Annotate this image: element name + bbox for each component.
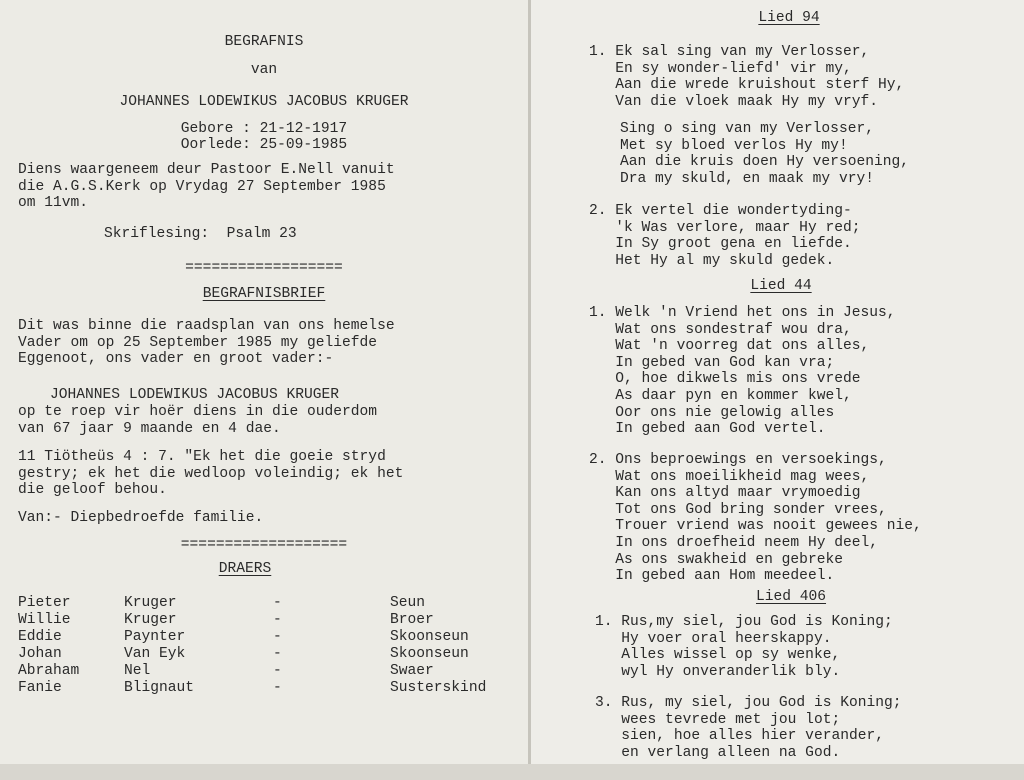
bearer-relation: Broer bbox=[390, 612, 434, 628]
letter-name: JOHANNES LODEWIKUS JACOBUS KRUGER bbox=[50, 387, 340, 403]
hymn-94-title: Lied 94 bbox=[758, 10, 820, 26]
birth-date: Gebore : 21-12-1917 bbox=[180, 121, 348, 137]
bearer-first: Abraham bbox=[18, 663, 80, 679]
bearer-relation: Susterskind bbox=[390, 680, 487, 696]
bearer-dash: - bbox=[273, 663, 282, 679]
bearer-relation: Seun bbox=[390, 595, 426, 611]
letter-body: Dit was binne die raadsplan van ons hemelse Vader om op 25 September 1985 my geliefde Eggenoot, ons vader en groot vader:- bbox=[18, 318, 395, 368]
hymn-44-title: Lied 44 bbox=[750, 278, 812, 294]
bearer-last: Paynter bbox=[124, 629, 186, 645]
bearer-first: Johan bbox=[18, 646, 62, 662]
bearer-first: Willie bbox=[18, 612, 71, 628]
hymn-44-verse-2: 2. Ons beproewings en versoekings, Wat ons moeilikheid mag wees, Kan ons altyd maar vrymoedig Tot ons God bring sonder vrees, Trouer vriend was nooit gewees nie, In ons droefheid neem Hy deel, As ons swakheid en gebreke In gebed aan Hom meedeel. bbox=[589, 452, 922, 585]
bearer-last: Van Eyk bbox=[124, 646, 186, 662]
bearer-dash: - bbox=[273, 680, 282, 696]
divider-2: =================== bbox=[180, 537, 348, 553]
service-details: Diens waargeneem deur Pastoor E.Nell vanuit die A.G.S.Kerk op Vrydag 27 September 1985 om 11vm. bbox=[18, 162, 395, 212]
van-label: van bbox=[250, 62, 278, 78]
hymn-94-chorus: Sing o sing van my Verlosser, Met sy bloed verlos Hy my! Aan die kruis doen Hy versoening, Dra my skuld, en maak my vry! bbox=[620, 121, 910, 187]
bearer-row bbox=[18, 612, 518, 629]
hymn-406-verse-3: 3. Rus, my siel, jou God is Koning; wees tevrede met jou lot; sien, hoe alles hier verander, en verlang alleen na God. bbox=[595, 695, 902, 761]
right-page bbox=[531, 0, 1024, 764]
letter-call: op te roep vir hoër diens in die ouderdom van 67 jaar 9 maande en 4 dae. bbox=[18, 404, 378, 437]
bearer-row bbox=[18, 663, 518, 680]
bearer-relation: Swaer bbox=[390, 663, 434, 679]
hymn-94-verse-2: 2. Ek vertel die wondertyding- 'k Was verlore, maar Hy red; In Sy groot gena en liefde. Het Hy al my skuld gedek. bbox=[589, 203, 861, 269]
scripture-verse: 11 Tiötheüs 4 : 7. "Ek het die goeie stryd gestry; ek het die wedloop voleindig; ek het die geloof behou. bbox=[18, 449, 404, 499]
bearer-dash: - bbox=[273, 612, 282, 628]
funeral-title: BEGRAFNIS bbox=[224, 34, 304, 50]
bearer-first: Pieter bbox=[18, 595, 71, 611]
hymn-44-verse-1: 1. Welk 'n Vriend het ons in Jesus, Wat ons sondestraf wou dra, Wat 'n voorreg dat ons alles, In gebed van God kan vra; O, hoe dikwels mis ons vrede As daar pyn en kommer kwel, Oor ons nie gelowig alles In gebed aan God vertel. bbox=[589, 305, 896, 438]
divider: ================== bbox=[185, 260, 343, 276]
bearer-last: Blignaut bbox=[124, 680, 195, 696]
bearer-first: Eddie bbox=[18, 629, 62, 645]
scripture-reading: Skriflesing: Psalm 23 bbox=[104, 226, 297, 242]
from-family: Van:- Diepbedroefde familie. bbox=[18, 510, 264, 526]
bearer-last: Kruger bbox=[124, 595, 177, 611]
bearer-dash: - bbox=[273, 629, 282, 645]
bearer-dash: - bbox=[273, 646, 282, 662]
bearer-last: Nel bbox=[124, 663, 151, 679]
bearer-relation: Skoonseun bbox=[390, 646, 469, 662]
bearer-row bbox=[18, 680, 518, 697]
bearer-last: Kruger bbox=[124, 612, 177, 628]
bearers-heading: DRAERS bbox=[218, 561, 272, 577]
bearer-relation: Skoonseun bbox=[390, 629, 469, 645]
bearer-row bbox=[18, 646, 518, 663]
hymn-94-verse-1: 1. Ek sal sing van my Verlosser, En sy wonder-liefd' vir my, Aan die wrede kruishout sterf Hy, Van die vloek maak Hy my vryf. bbox=[589, 44, 905, 110]
bearer-dash: - bbox=[273, 595, 282, 611]
letter-heading: BEGRAFNISBRIEF bbox=[202, 286, 326, 302]
deceased-name: JOHANNES LODEWIKUS JACOBUS KRUGER bbox=[119, 94, 409, 110]
hymn-406-verse-1: 1. Rus,my siel, jou God is Koning; Hy voer oral heerskappy. Alles wissel op sy wenke, wyl Hy onveranderlik bly. bbox=[595, 614, 893, 680]
hymn-406-title: Lied 406 bbox=[755, 589, 827, 605]
death-date: Oorlede: 25-09-1985 bbox=[180, 137, 348, 153]
bearer-row bbox=[18, 629, 518, 646]
bearer-row bbox=[18, 595, 518, 612]
bearer-first: Fanie bbox=[18, 680, 62, 696]
